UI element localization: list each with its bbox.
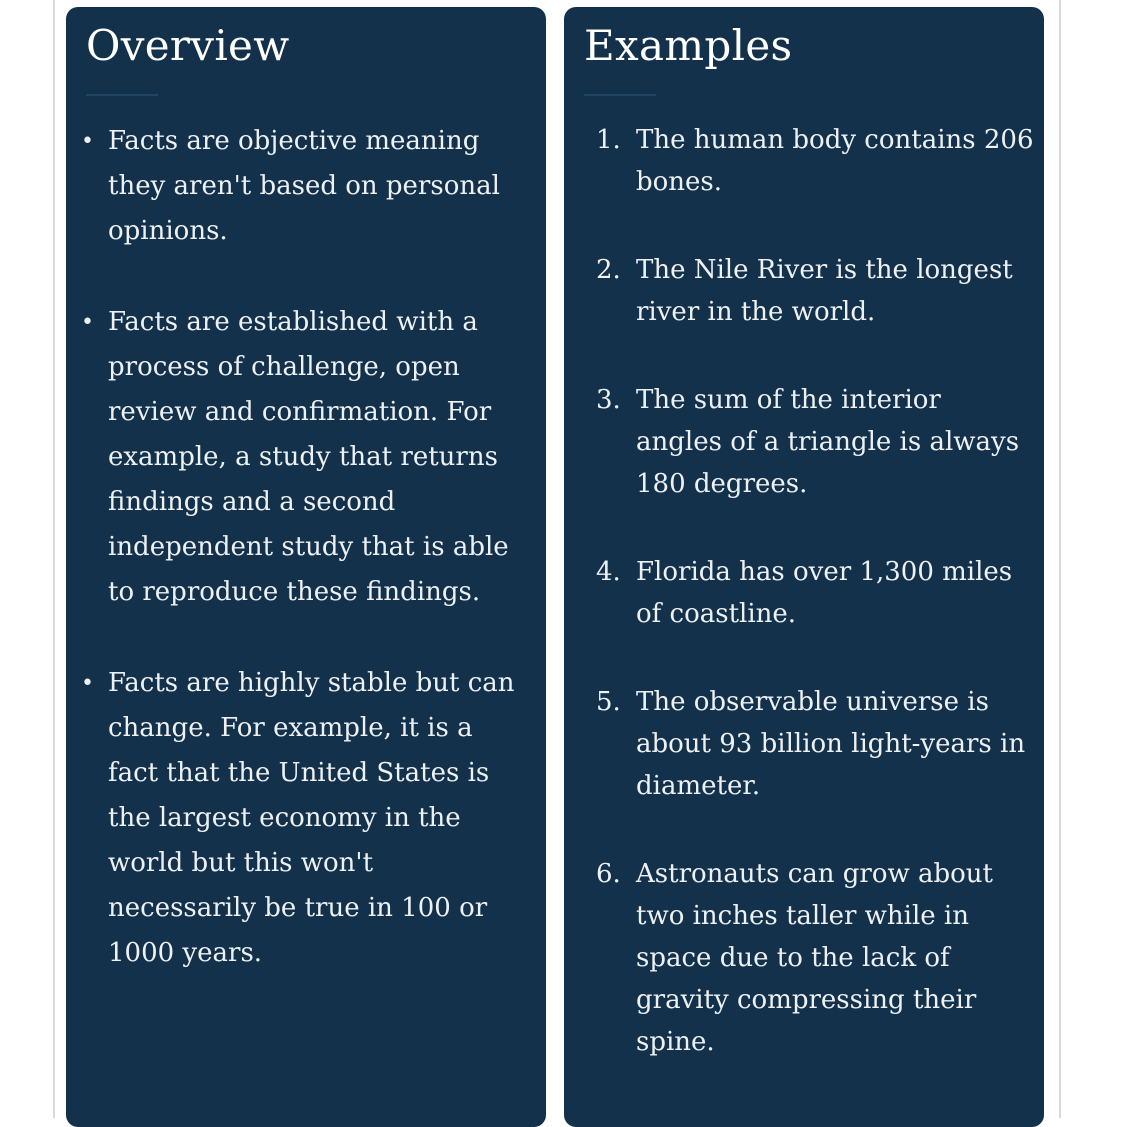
example-item — [596, 249, 1034, 333]
overview-panel — [66, 7, 546, 1127]
examples-panel — [564, 7, 1044, 1127]
overview-item — [81, 661, 526, 976]
bullet-icon: • — [81, 310, 94, 335]
examples-title: Examples — [584, 21, 793, 70]
example-text: The Nile River is the longest river in the world. — [636, 255, 1013, 327]
example-number: 5. — [596, 687, 621, 717]
bullet-icon: • — [81, 129, 94, 154]
example-number: 1. — [596, 125, 621, 155]
example-number: 6. — [596, 859, 621, 889]
example-item — [596, 551, 1034, 635]
example-item — [596, 379, 1034, 505]
overview-item — [81, 119, 526, 254]
examples-divider — [584, 94, 656, 96]
overview-divider — [86, 94, 158, 96]
example-number: 2. — [596, 255, 621, 285]
example-number: 4. — [596, 557, 621, 587]
example-text: Florida has over 1,300 miles of coastline. — [636, 557, 1013, 629]
overview-item-text: Facts are highly stable but can change. For example, it is a fact that the United States is the largest economy in the world but this won't necessarily be true in 100 or 1000 years. — [108, 668, 515, 968]
example-item — [596, 119, 1034, 203]
example-text: Astronauts can grow about two inches taller while in space due to the lack of gravity compressing their spine. — [636, 859, 994, 1057]
overview-item — [81, 300, 526, 615]
example-item — [596, 681, 1034, 807]
example-text: The observable universe is about 93 billion light-years in diameter. — [636, 687, 1026, 801]
bullet-icon: • — [81, 671, 94, 696]
example-text: The human body contains 206 bones. — [636, 125, 1034, 197]
example-number: 3. — [596, 385, 621, 415]
overview-item-text: Facts are established with a process of challenge, open review and confirmation. For example, a study that returns findings and a second independent study that is able to reproduce these findings. — [108, 307, 509, 607]
examples-list — [596, 119, 1034, 1109]
overview-item-text: Facts are objective meaning they aren't based on personal opinions. — [108, 126, 500, 246]
example-item — [596, 853, 1034, 1063]
example-text: The sum of the interior angles of a triangle is always 180 degrees. — [636, 385, 1020, 499]
overview-title: Overview — [86, 21, 290, 70]
overview-list — [81, 119, 526, 1022]
